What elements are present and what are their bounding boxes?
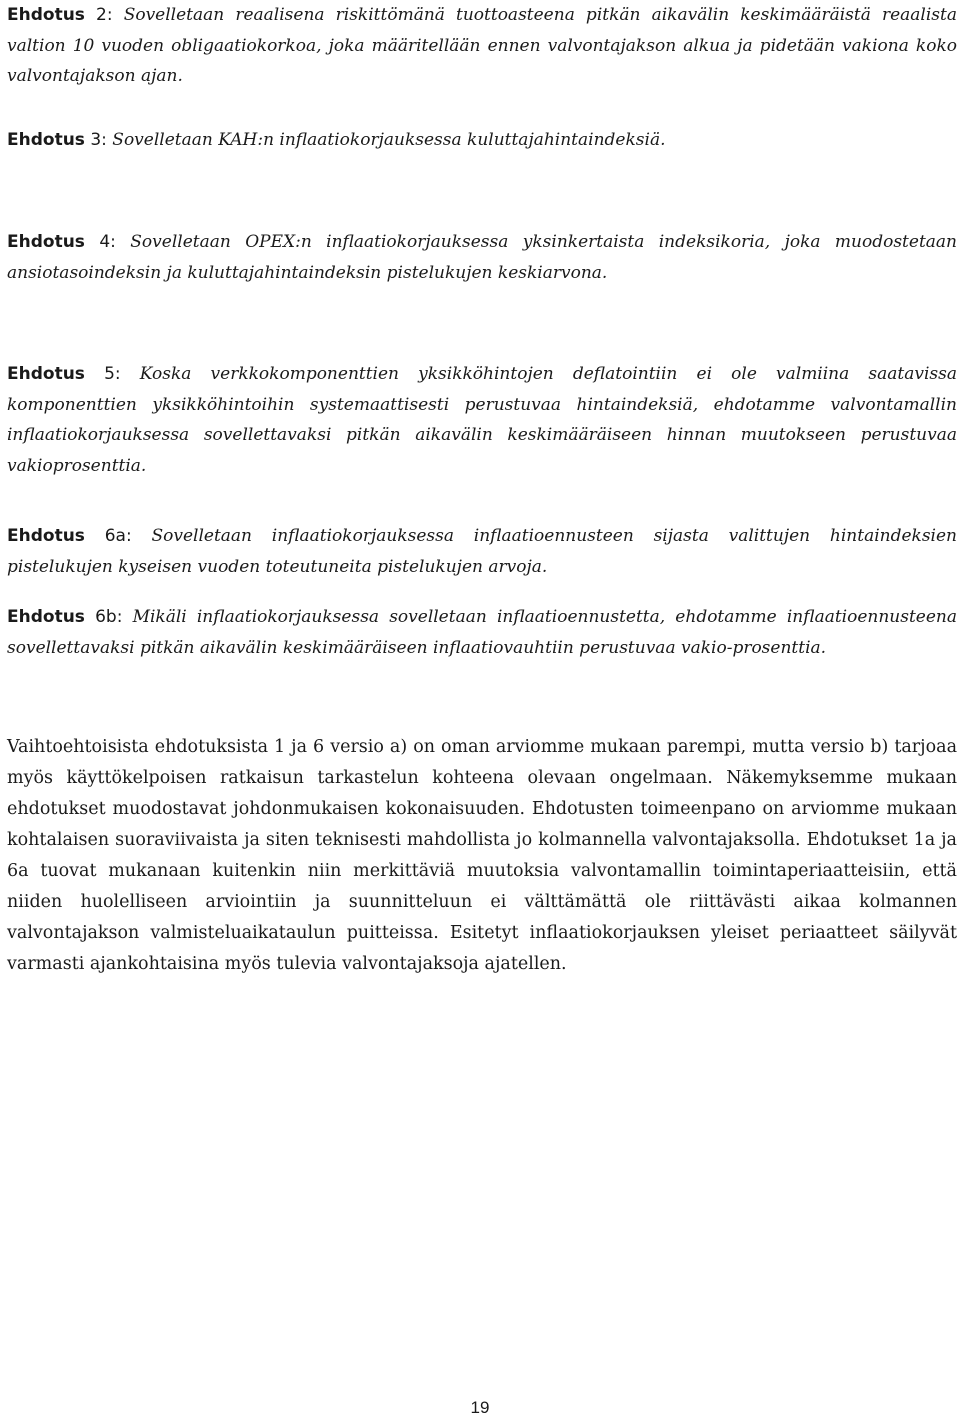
proposal-number: 5 bbox=[104, 364, 115, 384]
proposal-6b bbox=[7, 602, 957, 663]
page-number: 19 bbox=[470, 1398, 490, 1417]
proposal-label: Ehdotus bbox=[7, 5, 85, 25]
proposal-number: 4 bbox=[99, 232, 111, 252]
proposal-text: Sovelletaan KAH:n inflaatiokorjauksessa kuluttajahintaindeksiä. bbox=[106, 130, 666, 150]
proposal-text: Sovelletaan inflaatiokorjauksessa inflaatioennusteen sijasta valittujen hintaindeksien pistelukujen kyseisen vuoden toteutuneita pistelukujen arvoja. bbox=[7, 526, 957, 577]
proposal-number: 2 bbox=[96, 5, 107, 25]
proposal-text: Sovelletaan OPEX:n inflaatiokorjauksessa yksinkertaista indeksikoria, joka muodostetaan ansiotasoindeksin ja kuluttajahintaindeksin pistelukujen keskiarvona. bbox=[7, 232, 958, 283]
proposal-text: Koska verkkokomponenttien yksikköhintojen deflatointiin ei ole valmiina saatavissa komponenttien yksikköhintoihin systemaattisesti perustuvaa hintaindeksiä, ehdotamme valvontamallin inflaatiokorjauksessa sovellettavaksi pitkän aikavälin keskimääräiseen hinnan muutokseen perustuvaa vakioprosenttia. bbox=[7, 364, 957, 476]
proposal-separator: : bbox=[125, 526, 132, 546]
proposal-6a bbox=[7, 521, 957, 582]
proposal-separator: : bbox=[114, 364, 121, 384]
proposal-separator: : bbox=[106, 5, 113, 25]
proposal-label: Ehdotus bbox=[7, 364, 85, 384]
proposal-5 bbox=[7, 359, 957, 481]
proposal-label: Ehdotus bbox=[7, 607, 85, 627]
proposal-label: Ehdotus bbox=[7, 526, 85, 546]
proposal-3 bbox=[7, 125, 957, 156]
proposal-2 bbox=[7, 0, 957, 92]
proposal-separator: : bbox=[116, 607, 123, 627]
proposal-4 bbox=[7, 227, 957, 288]
proposal-text: Mikäli inflaatiokorjauksessa sovelletaan inflaatioennustetta, ehdotamme inflaatioennusteena sovellettavaksi pitkän aikavälin keskimääräiseen inflaatiovauhtiin perustuvaa vakio-prosenttia. bbox=[7, 607, 958, 658]
proposal-separator: : bbox=[101, 130, 107, 150]
proposal-text: Sovelletaan reaalisena riskittömänä tuottoasteena pitkän aikavälin keskimääräistä reaalista valtion 10 vuoden obligaatiokorkoa, joka määritellään ennen valvontajakson alkua ja pidetään vakiona koko valvontajakson ajan. bbox=[7, 5, 957, 86]
proposal-label: Ehdotus bbox=[7, 232, 85, 252]
proposal-number: 6a bbox=[104, 526, 126, 546]
proposal-number: 6b bbox=[95, 607, 117, 627]
proposal-separator: : bbox=[110, 232, 116, 252]
conclusion-paragraph: Vaihtoehtoisista ehdotuksista 1 ja 6 versio a) on oman arviomme mukaan parempi, mutta versio b) tarjoaa myös käyttökelpoisen ratkaisun tarkastelun kohteena olevaan ongelmaan. Näkemyksemme mukaan ehdotukset muodostavat johdonmukaisen kokonaisuuden. Ehdotusten toimeenpano on arviomme mukaan kohtalaisen suoraviivaista ja siten teknisesti mahdollista jo kolmannella valvontajaksolla. Ehdotukset 1a ja 6a tuovat mukanaan kuitenkin niin merkittäviä muutoksia valvontamallin toimintaperiaatteisiin, että niiden huolelliseen arviointiin ja suunnitteluun ei välttämättä ole riittävästi aikaa kolmannen valvontajakson valmisteluaikataulun puitteissa. Esitetyt inflaatiokorjauksen yleiset periaatteet säilyvät varmasti ajankohtaisina myös tulevia valvontajaksoja ajatellen. bbox=[7, 737, 957, 974]
proposal-label: Ehdotus bbox=[7, 130, 85, 150]
proposal-number: 3 bbox=[90, 130, 102, 150]
